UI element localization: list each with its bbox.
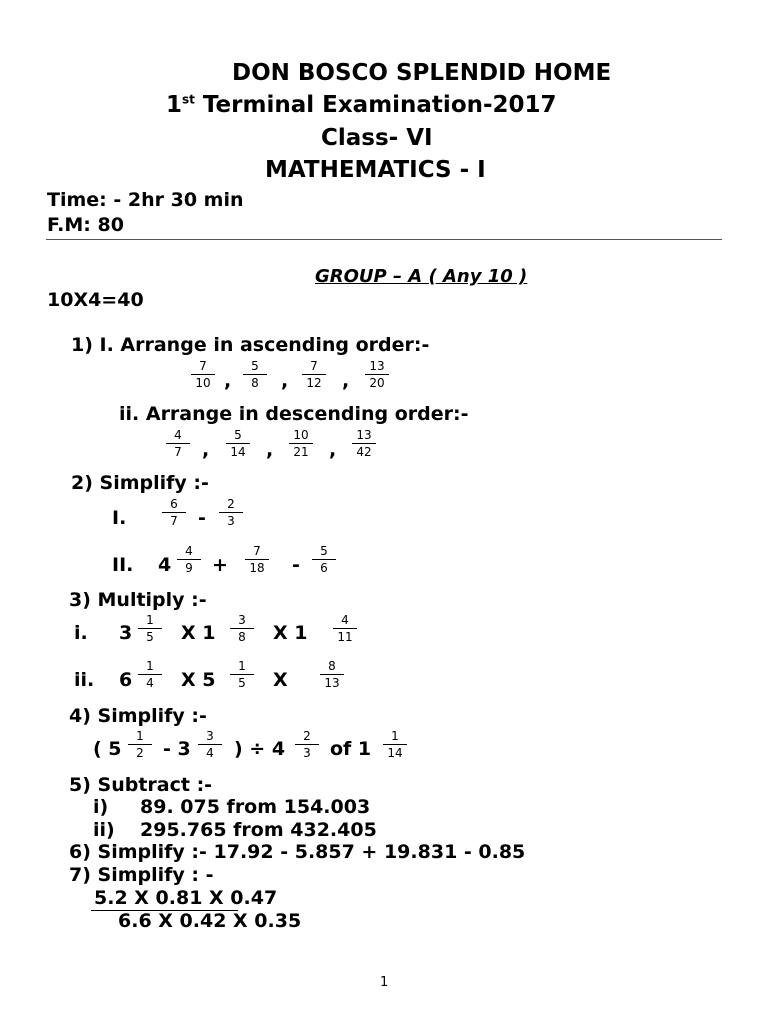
full-marks-info: F.M: 80 [47, 214, 124, 236]
q4-part-4: of 1 [330, 738, 372, 760]
q2-ii-fraction-3: $\frac{5}{6}$ [312, 544, 336, 575]
q3-ii-whole-2: X 5 [181, 669, 216, 691]
q3-ii-whole-3: X [273, 669, 288, 691]
q2-ii-operator-1: + [212, 554, 228, 576]
q2-part-ii-label: II. [112, 554, 134, 576]
q3-ii-fraction-1: $\frac{1}{4}$ [138, 659, 162, 690]
q1-desc-fraction-1: $\frac{4}{7}$ [166, 428, 190, 459]
q1-asc-fraction-4: $\frac{13}{20}$ [365, 359, 389, 390]
q2-i-fraction-2: $\frac{2}{3}$ [219, 497, 243, 528]
q2-ii-whole: 4 [158, 554, 172, 576]
q4-part-2: - 3 [163, 738, 191, 760]
q7-denominator: 6.6 X 0.42 X 0.35 [118, 910, 302, 932]
q4-fraction-2: $\frac{3}{4}$ [198, 729, 222, 760]
exam-title [166, 92, 557, 118]
page-number: 1 [380, 975, 389, 990]
subject-title: MATHEMATICS - I [265, 157, 486, 183]
q2-part-i-label: I. [112, 507, 127, 529]
q1-asc-fraction-3: $\frac{7}{12}$ [302, 359, 326, 390]
comma: , [342, 370, 350, 392]
q3-ii-fraction-2: $\frac{1}{5}$ [230, 659, 254, 690]
q1-desc-fraction-3: $\frac{10}{21}$ [289, 428, 313, 459]
q2-i-operator: - [198, 507, 206, 529]
q3-i-fraction-1: $\frac{1}{5}$ [138, 613, 162, 644]
q1-desc-fraction-2: $\frac{5}{14}$ [226, 428, 250, 459]
comma: , [329, 439, 337, 461]
q3-heading: 3) Multiply :- [69, 589, 207, 611]
q4-fraction-3: $\frac{2}{3}$ [295, 729, 319, 760]
comma: , [202, 439, 210, 461]
q5-part-ii-label: ii) [93, 819, 115, 841]
q2-ii-fraction-2: $\frac{7}{18}$ [245, 544, 269, 575]
q7-numerator: 5.2 X 0.81 X 0.47 [94, 887, 278, 909]
q3-part-i-label: i. [74, 622, 88, 644]
header-divider [46, 239, 722, 240]
exam-title-sup: st [182, 92, 195, 107]
school-name: DON BOSCO SPLENDID HOME [232, 60, 612, 86]
comma: , [281, 370, 289, 392]
q1-sub-heading: ii. Arrange in descending order:- [119, 403, 469, 425]
exam-title-number: 1 [166, 92, 183, 118]
q5-part-ii-text: 295.765 from 432.405 [140, 819, 377, 841]
q2-ii-fraction-1: $\frac{4}{9}$ [177, 544, 201, 575]
q3-ii-whole-1: 6 [119, 669, 133, 691]
q2-ii-operator-2: - [292, 554, 300, 576]
q1-heading: 1) I. Arrange in ascending order:- [71, 334, 430, 356]
comma: , [224, 370, 232, 392]
q3-i-whole-2: X 1 [181, 622, 216, 644]
time-info: Time: - 2hr 30 min [47, 189, 244, 211]
q4-part-3: ) ÷ 4 [234, 738, 286, 760]
q3-i-fraction-3: $\frac{4}{11}$ [333, 613, 357, 644]
q4-fraction-1: $\frac{1}{2}$ [128, 729, 152, 760]
q5-part-i-label: i) [93, 796, 109, 818]
q5-heading: 5) Subtract :- [69, 774, 213, 796]
q4-fraction-4: $\frac{1}{14}$ [383, 729, 407, 760]
exam-title-rest: Terminal Examination-2017 [194, 92, 557, 118]
q1-asc-fraction-2: $\frac{5}{8}$ [243, 359, 267, 390]
group-marks: 10X4=40 [47, 289, 144, 311]
q2-heading: 2) Simplify :- [71, 472, 209, 494]
comma: , [266, 439, 274, 461]
q1-desc-fraction-4: $\frac{13}{42}$ [352, 428, 376, 459]
q1-asc-fraction-1: $\frac{7}{10}$ [191, 359, 215, 390]
q3-i-whole-3: X 1 [273, 622, 308, 644]
q3-i-whole-1: 3 [119, 622, 133, 644]
q2-i-fraction-1: $\frac{6}{7}$ [162, 497, 186, 528]
q6-text: 6) Simplify :- 17.92 - 5.857 + 19.831 - 0.85 [69, 841, 526, 863]
group-title: GROUP – A ( Any 10 ) [315, 266, 528, 287]
q5-part-i-text: 89. 075 from 154.003 [140, 796, 371, 818]
q3-part-ii-label: ii. [74, 669, 95, 691]
class-title: Class- VI [321, 125, 433, 151]
q3-i-fraction-2: $\frac{3}{8}$ [230, 613, 254, 644]
q3-ii-fraction-3: $\frac{8}{13}$ [320, 659, 344, 690]
q7-heading: 7) Simplify : - [69, 864, 214, 886]
q4-part-1: ( 5 [93, 738, 122, 760]
q4-heading: 4) Simplify :- [69, 705, 207, 727]
